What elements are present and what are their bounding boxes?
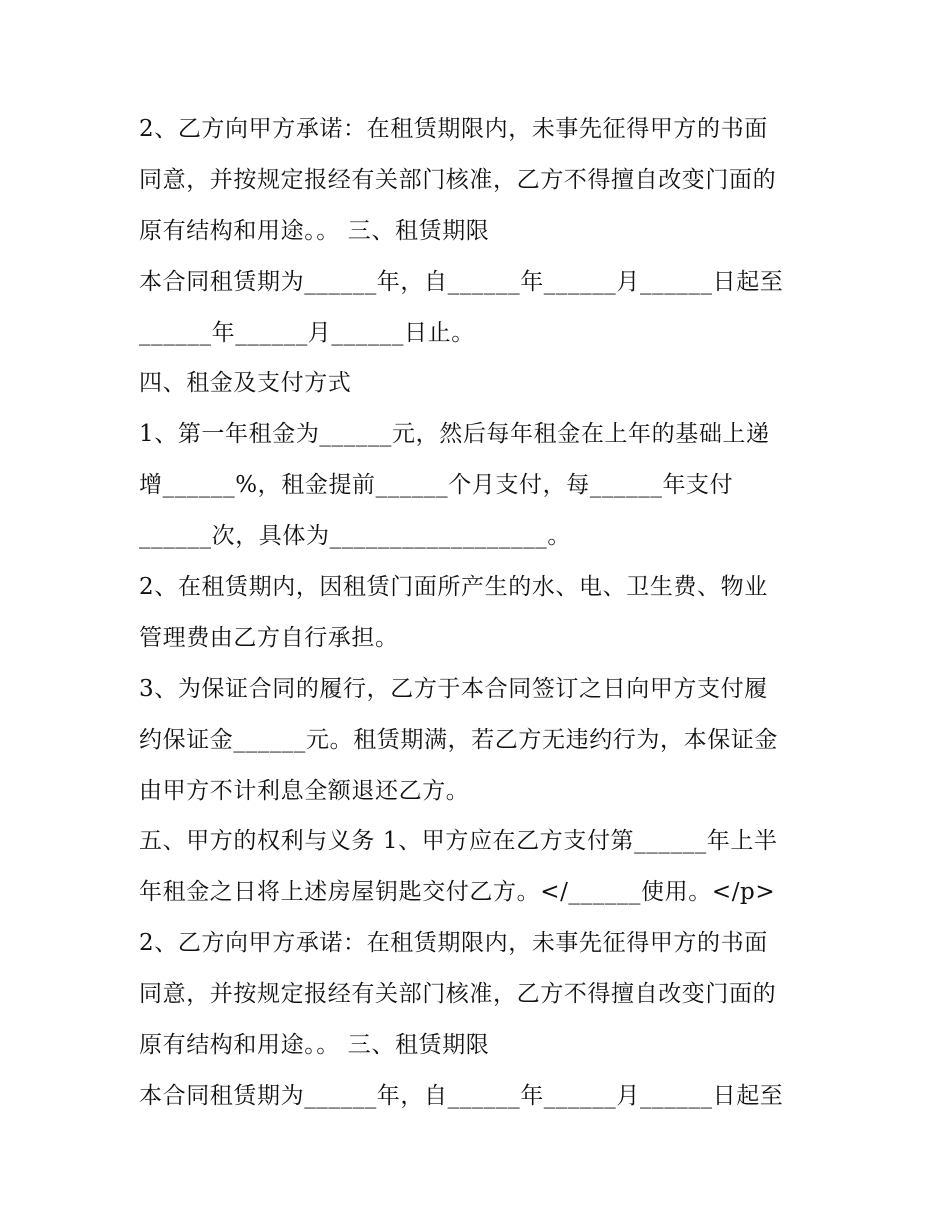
text-line: 1、第一年租金为______元，然后每年租金在上年的基础上递 — [139, 421, 770, 448]
section-heading: 四、租金及支付方式 — [139, 370, 352, 397]
text-line: 2、乙方向甲方承诺：在租赁期限内，未事先征得甲方的书面 — [139, 116, 768, 142]
text-line: ______年______月______日止。 — [139, 319, 475, 346]
text-line: 原有结构和用途。。 三、租赁期限 — [139, 1032, 490, 1059]
text-line: 五、甲方的权利与义务 1、甲方应在乙方支付第______年上半 — [139, 828, 778, 855]
document-body — [139, 104, 829, 1122]
text-line: 2、乙方向甲方承诺：在租赁期限内，未事先征得甲方的书面 — [139, 930, 768, 957]
text-line: 本合同租赁期为______年，自______年______月______日起至 — [139, 268, 784, 295]
text-line: 增______%，租金提前______个月支付，每______年支付 — [139, 472, 734, 499]
text-line: 同意，并按规定报经有关部门核准，乙方不得擅自改变门面的 — [139, 981, 777, 1008]
text-line: 2、在租赁期内，因租赁门面所产生的水、电、卫生费、物业 — [139, 574, 768, 601]
text-line: 同意，并按规定报经有关部门核准，乙方不得擅自改变门面的 — [139, 166, 777, 193]
text-line: 约保证金______元。租赁期满，若乙方无违约行为，本保证金 — [139, 726, 778, 753]
text-line: 管理费由乙方自行承担。 — [139, 624, 399, 651]
text-line: 3、为保证合同的履行，乙方于本合同签订之日向甲方支付履 — [139, 675, 768, 702]
text-line: 本合同租赁期为______年，自______年______月______日起至 — [139, 1082, 784, 1109]
text-line: 年租金之日将上述房屋钥匙交付乙方。</______使用。</p> — [139, 879, 776, 906]
text-line: 由甲方不计利息全额退还乙方。 — [139, 777, 470, 804]
text-line: ______次，具体为__________________。 — [139, 523, 571, 550]
text-line: 原有结构和用途。。 三、租赁期限 — [139, 217, 490, 244]
